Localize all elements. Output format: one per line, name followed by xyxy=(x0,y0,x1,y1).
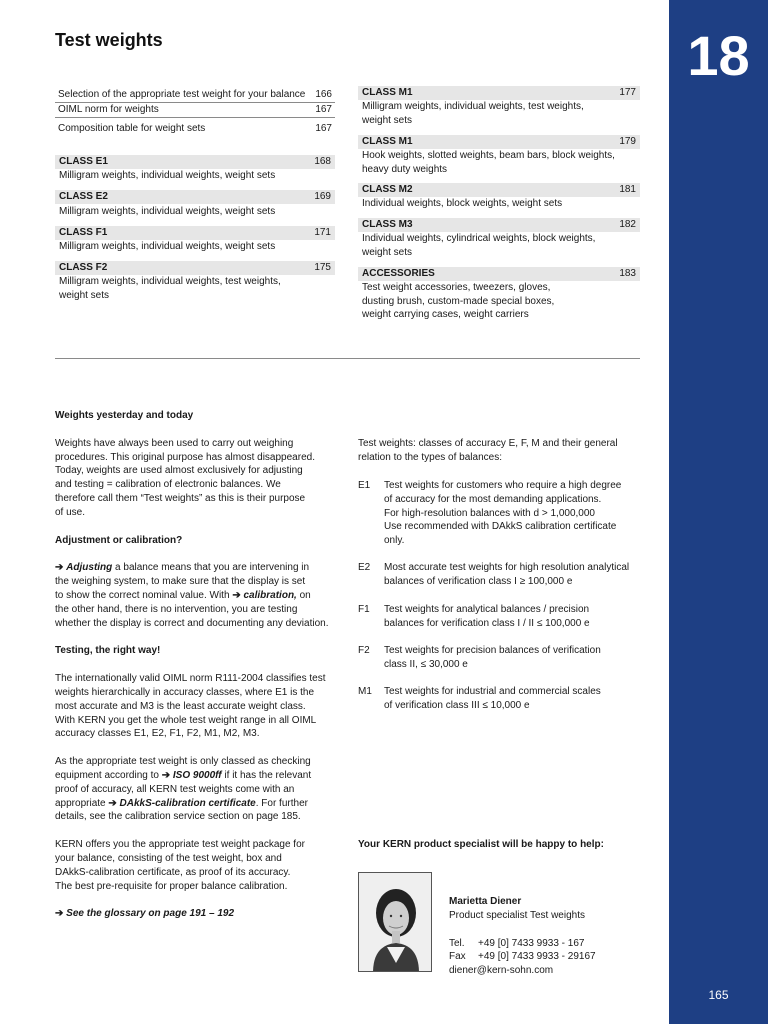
glossary-link[interactable]: ➔ See the glossary on page 191 – 192 xyxy=(55,908,235,920)
paragraph-oiml: The internationally valid OIML norm R111-2004 classifies test weights hierarchically in accuracy classes, where E1 is the most accurate and M3 is the least accurate weight class. With KERN you get the whole test weight range in all OIML accuracy classes E1, E2, F1, F2, M1, M2, M3. xyxy=(55,673,326,740)
chapter-number: 18 xyxy=(687,24,750,87)
class-page: 175 xyxy=(314,262,331,273)
class-text: Test weights for industrial and commercial scales of verification class III ≤ 10,000 e xyxy=(384,686,601,711)
accuracy-class-f2 xyxy=(358,644,643,672)
toc-label: Composition table for weight sets xyxy=(58,123,206,134)
heading-testing: Testing, the right way! xyxy=(55,645,161,657)
contact-fax: Fax +49 [0] 7433 9933 - 29167 xyxy=(449,951,596,963)
section-divider xyxy=(55,358,640,359)
toc-row-selection[interactable] xyxy=(55,88,335,103)
portrait-image xyxy=(359,873,432,972)
class-name: CLASS E2 xyxy=(59,191,108,202)
accuracy-class-f1 xyxy=(358,603,643,631)
paragraph-history: Weights have always been used to carry out weighing procedures. This original purpose has almost disappeared. Today, weights are used almost exclusively for adjusting and testing = calibration of electronic balances. We therefore call them “Test weights” as this is their purpose of use. xyxy=(55,437,315,518)
toc-label: Selection of the appropriate test weight for your balance xyxy=(58,89,306,100)
chapter-band xyxy=(669,0,768,1024)
class-description: Hook weights, slotted weights, beam bars, block weights, heavy duty weights xyxy=(362,150,615,175)
toc-class-accessories[interactable] xyxy=(358,267,640,281)
contact-role: Product specialist Test weights xyxy=(449,909,585,921)
class-page: 171 xyxy=(314,227,331,238)
class-code: F1 xyxy=(358,604,370,615)
class-name: CLASS M1 xyxy=(362,136,413,147)
class-description: Test weight accessories, tweezers, gloves, dusting brush, custom-made special boxes, weight carrying cases, weight carriers xyxy=(362,282,555,321)
toc-class-m1-heavy[interactable] xyxy=(358,135,640,149)
specialist-heading: Your KERN product specialist will be happy to help: xyxy=(358,839,604,850)
paragraph-adjustment: ➔ Adjusting a balance means that you are intervening in the weighing system, to make sure that the display is set to show the correct nominal value. With ➔ calibration, on the other hand, there is no intervention, you are testing whether the display is correct and documenting any deviation. xyxy=(55,562,329,629)
toc-class-e1[interactable] xyxy=(55,155,335,169)
class-description: Milligram weights, individual weights, weight sets xyxy=(59,241,276,252)
class-code: F2 xyxy=(358,645,370,656)
class-description: Individual weights, cylindrical weights, block weights, weight sets xyxy=(362,233,596,258)
accuracy-intro: Test weights: classes of accuracy E, F, M and their general relation to the types of balances: xyxy=(358,438,618,463)
page-number: 165 xyxy=(708,988,729,1002)
arrow-right-icon: ➔ xyxy=(232,589,241,601)
page-title: Test weights xyxy=(55,30,163,50)
class-name: CLASS F2 xyxy=(59,262,108,273)
class-description: Milligram weights, individual weights, test weights, weight sets xyxy=(59,276,281,301)
class-name: CLASS E1 xyxy=(59,156,108,167)
class-description: Milligram weights, individual weights, weight sets xyxy=(59,170,276,181)
toc-page: 166 xyxy=(315,89,332,100)
class-name: CLASS M1 xyxy=(362,87,413,98)
class-name: ACCESSORIES xyxy=(362,268,435,279)
class-page: 182 xyxy=(619,219,636,230)
class-name: CLASS M3 xyxy=(362,219,413,230)
toc-class-f1[interactable] xyxy=(55,226,335,240)
contact-name: Marietta Diener xyxy=(449,896,522,907)
toc-row-oiml[interactable] xyxy=(55,103,335,118)
toc-class-m1[interactable] xyxy=(358,86,640,100)
paragraph-iso: As the appropriate test weight is only classed as checking equipment according to ➔ ISO 9000ff if it has the relevant proof of accuracy, all KERN test weights come with an appropriate ➔ DAkkS-calibration certificate. For further details, see the calibration service section on page 185. xyxy=(55,756,312,823)
heading-weights-yesterday: Weights yesterday and today xyxy=(55,410,194,421)
accuracy-class-m1 xyxy=(358,685,643,713)
class-code: M1 xyxy=(358,686,372,697)
accuracy-class-e2 xyxy=(358,561,643,589)
arrow-right-icon: ➔ xyxy=(161,769,171,781)
contact-tel[interactable]: Tel. +49 [0] 7433 9933 - 167 xyxy=(449,937,585,949)
paragraph-package: KERN offers you the appropriate test weight package for your balance, consisting of the test weight, box and DAkkS-calibration certificate, as proof of its accuracy. The best pre-requisite for proper balance calibration. xyxy=(55,839,305,892)
toc-page: 167 xyxy=(315,123,332,134)
arrow-right-icon: ➔ xyxy=(55,562,64,574)
arrow-right-icon: ➔ xyxy=(55,908,64,920)
class-text: Test weights for analytical balances / precision balances for verification class I / II ≤ 100,000 e xyxy=(384,604,590,629)
class-description: Milligram weights, individual weights, weight sets xyxy=(59,206,276,217)
class-page: 181 xyxy=(619,184,636,195)
heading-adjustment: Adjustment or calibration? xyxy=(55,534,183,546)
toc-row-composition[interactable] xyxy=(55,122,335,136)
contact-email[interactable]: diener@kern-sohn.com xyxy=(449,965,554,977)
class-page: 179 xyxy=(619,136,636,147)
arrow-right-icon: ➔ xyxy=(108,797,117,809)
class-name: CLASS F1 xyxy=(59,227,108,238)
class-page: 177 xyxy=(619,87,636,98)
class-text: Most accurate test weights for high resolution analytical balances of verification class I ≥ 100,000 e xyxy=(384,562,630,587)
class-name: CLASS M2 xyxy=(362,184,413,195)
contact-card xyxy=(449,895,639,978)
class-description: Milligram weights, individual weights, test weights, weight sets xyxy=(362,101,584,126)
toc-class-m2[interactable] xyxy=(358,183,640,197)
accuracy-class-e1 xyxy=(358,479,643,548)
class-text: Test weights for precision balances of verification class II, ≤ 30,000 e xyxy=(384,645,601,670)
toc-class-f2[interactable] xyxy=(55,261,335,275)
class-text: Test weights for customers who require a high degree of accuracy for the most demanding applications. For high-resolution balances with d > 1,000,000 Use recommended with DAkkS calibration certificate only. xyxy=(384,480,622,547)
toc-class-e2[interactable] xyxy=(55,190,335,204)
toc-class-m3[interactable] xyxy=(358,218,640,232)
class-page: 169 xyxy=(314,191,331,202)
toc-label: OIML norm for weights xyxy=(58,104,159,115)
toc-page: 167 xyxy=(315,104,332,115)
left-body-column xyxy=(55,409,345,921)
class-code: E2 xyxy=(358,562,371,573)
class-code: E1 xyxy=(358,480,371,491)
class-page: 168 xyxy=(314,156,331,167)
specialist-photo xyxy=(358,872,432,972)
class-description: Individual weights, block weights, weight sets xyxy=(362,198,563,209)
class-page: 183 xyxy=(619,268,636,279)
